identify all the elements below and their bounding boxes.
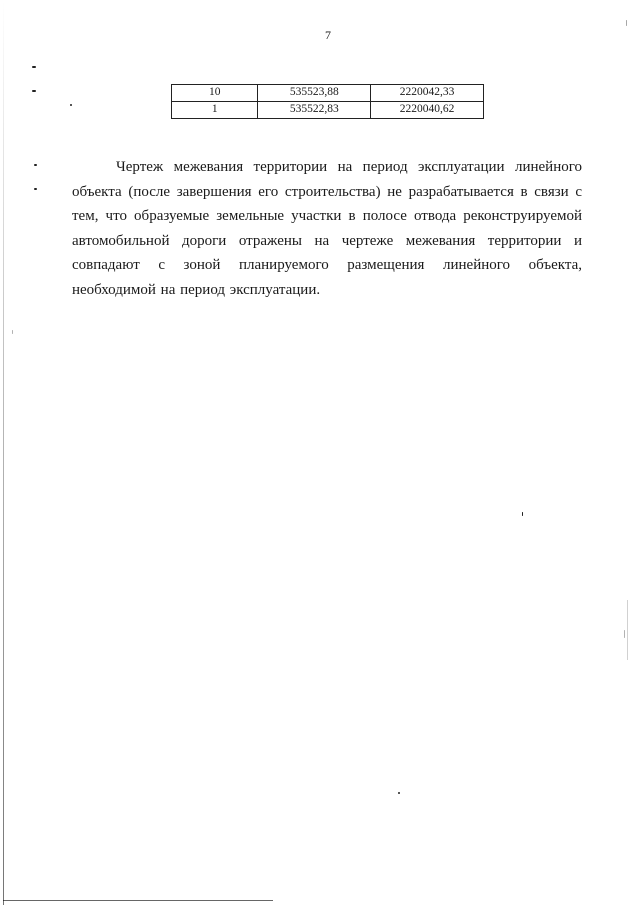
coordinates-table xyxy=(171,84,484,119)
scan-speck xyxy=(624,630,625,638)
table-row xyxy=(172,85,484,102)
body-paragraph: Чертеж межевания территории на период эксплуатации линейного объекта (после завершения его строительства) не разрабатывается в связи с тем, что образуемые земельные участки в полосе отвода реконструируемой автомобильной дороги отражены на чертеже межевания территории и совпадают с зоной планируемого размещения линейного объекта, необходимой на период эксплуатации. xyxy=(72,159,582,298)
scan-speck xyxy=(32,90,36,92)
scan-speck xyxy=(34,188,37,190)
scan-edge-right xyxy=(627,600,628,660)
table-cell-point: 1 xyxy=(172,102,258,119)
table-cell-x: 535523,88 xyxy=(258,85,371,102)
page-number: 7 xyxy=(325,28,331,42)
table-cell-y: 2220042,33 xyxy=(371,85,484,102)
scan-speck xyxy=(32,66,36,68)
table-cell-x: 535522,83 xyxy=(258,102,371,119)
scan-edge-left xyxy=(3,0,4,905)
scan-speck xyxy=(70,104,72,106)
table-cell-point: 10 xyxy=(172,85,258,102)
scan-speck xyxy=(522,512,523,516)
table-row xyxy=(172,102,484,119)
scan-speck xyxy=(34,164,37,166)
scan-speck xyxy=(626,20,627,26)
scan-speck xyxy=(12,330,13,334)
table-cell-y: 2220040,62 xyxy=(371,102,484,119)
scan-edge-bottom xyxy=(3,900,273,901)
scan-speck xyxy=(398,792,400,794)
